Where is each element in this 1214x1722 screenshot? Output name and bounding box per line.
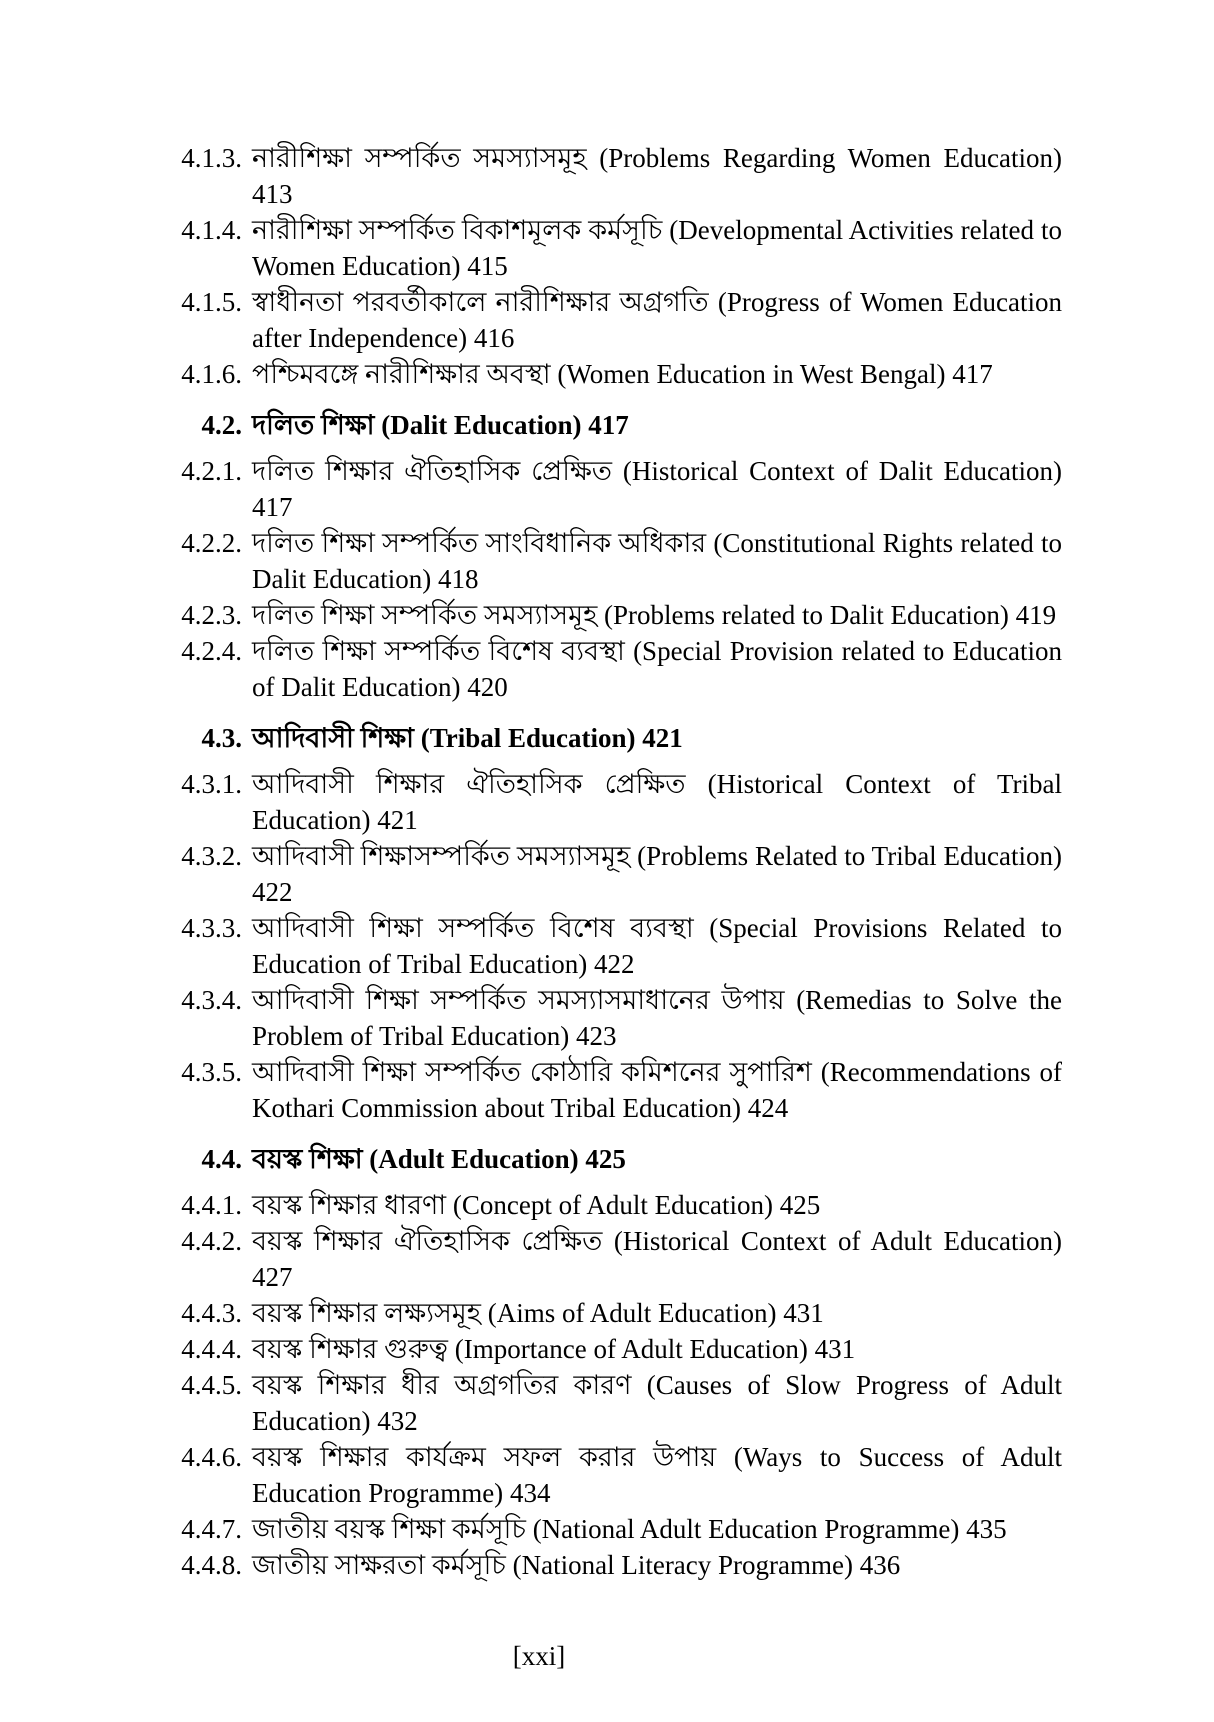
entry-number: 4.4.4. bbox=[181, 1334, 242, 1364]
toc-entry bbox=[170, 1439, 1062, 1511]
entry-page-number: 417 bbox=[952, 359, 993, 389]
entry-title-english: (Women Education in West Bengal) bbox=[557, 359, 946, 389]
entry-title-english: (Constitutional Rights related to Dalit Education) bbox=[252, 528, 1062, 594]
entry-number: 4.1.4. bbox=[181, 215, 242, 245]
entry-title-bengali: দলিত শিক্ষার ঐতিহাসিক প্রেক্ষিত bbox=[252, 456, 613, 486]
entry-title-english: (Causes of Slow Progress of Adult Education) bbox=[252, 1370, 1062, 1436]
entry-title-english: (National Literacy Programme) bbox=[512, 1550, 853, 1580]
entry-title-english: (Importance of Adult Education) bbox=[454, 1334, 808, 1364]
entry-number: 4.1.5. bbox=[181, 287, 242, 317]
toc-entry bbox=[170, 1054, 1062, 1126]
entry-number: 4.4.5. bbox=[181, 1370, 242, 1400]
entry-title-bengali: আদিবাসী শিক্ষা bbox=[252, 723, 414, 753]
entry-page-number: 417 bbox=[252, 492, 293, 522]
entry-number: 4.2.4. bbox=[181, 636, 242, 666]
entry-page-number: 424 bbox=[747, 1093, 789, 1123]
toc-entry bbox=[170, 1511, 1062, 1547]
entry-page-number: 421 bbox=[642, 723, 683, 753]
entry-number: 4.3. bbox=[201, 723, 242, 753]
page-number-footer: [xxi] bbox=[512, 1641, 566, 1671]
entry-number: 4.2.2. bbox=[181, 528, 242, 558]
entry-number: 4.4.3. bbox=[181, 1298, 242, 1328]
toc-entry bbox=[170, 910, 1062, 982]
entry-title-english: (Progress of Women Education after Independence) bbox=[252, 287, 1063, 353]
toc-entry bbox=[170, 525, 1062, 597]
toc-entry bbox=[170, 766, 1062, 838]
entry-page-number: 422 bbox=[252, 877, 293, 907]
entry-title-bengali: জাতীয় বয়স্ক শিক্ষা কর্মসূচি bbox=[252, 1514, 526, 1544]
entry-title-english: (Special Provisions Related to Education of Tribal Education) bbox=[252, 913, 1063, 979]
toc-entry bbox=[170, 1367, 1062, 1439]
entry-title-bengali: দলিত শিক্ষা সম্পর্কিত সাংবিধানিক অধিকার bbox=[252, 528, 707, 558]
toc-entry bbox=[170, 1547, 1062, 1583]
entry-title-bengali: আদিবাসী শিক্ষা সম্পর্কিত সমস্যাসমাধানের উপায় bbox=[252, 985, 785, 1015]
entry-title-bengali: বয়স্ক শিক্ষা bbox=[252, 1144, 363, 1174]
toc-entry bbox=[170, 1223, 1062, 1295]
toc-entry bbox=[170, 1331, 1062, 1367]
toc-entry bbox=[170, 1295, 1062, 1331]
entry-page-number: 431 bbox=[814, 1334, 856, 1364]
toc-entry bbox=[170, 356, 1062, 392]
toc-section-header bbox=[170, 720, 1062, 756]
entry-title-english: (Historical Context of Tribal Education) bbox=[252, 769, 1063, 835]
entry-title-bengali: বয়স্ক শিক্ষার ধীর অগ্রগতির কারণ bbox=[252, 1370, 632, 1400]
entry-page-number: 425 bbox=[779, 1190, 821, 1220]
toc-entry bbox=[170, 1187, 1062, 1223]
entry-title-bengali: দলিত শিক্ষা সম্পর্কিত সমস্যাসমূহ bbox=[252, 600, 598, 630]
entry-title-bengali: জাতীয় সাক্ষরতা কর্মসূচি bbox=[252, 1550, 506, 1580]
toc-entry bbox=[170, 284, 1062, 356]
entry-title-bengali: পশ্চিমবঙ্গে নারীশিক্ষার অবস্থা bbox=[252, 359, 551, 389]
entry-title-bengali: বয়স্ক শিক্ষার ধারণা bbox=[252, 1190, 447, 1220]
toc-list bbox=[170, 140, 1062, 1583]
entry-page-number: 418 bbox=[437, 564, 479, 594]
entry-page-number: 427 bbox=[252, 1262, 293, 1292]
entry-page-number: 413 bbox=[252, 179, 293, 209]
entry-title-bengali: নারীশিক্ষা সম্পর্কিত সমস্যাসমূহ bbox=[252, 143, 587, 173]
entry-number: 4.4.6. bbox=[181, 1442, 242, 1472]
entry-number: 4.3.5. bbox=[181, 1057, 242, 1087]
entry-title-english: (Remedias to Solve the Problem of Tribal Education) bbox=[252, 985, 1063, 1051]
entry-title-english: (Developmental Activities related to Women Education) bbox=[252, 215, 1062, 281]
toc-section-header bbox=[170, 1141, 1062, 1177]
entry-number: 4.4.8. bbox=[181, 1550, 242, 1580]
entry-title-english: (Historical Context of Dalit Education) bbox=[622, 456, 1063, 486]
entry-number: 4.3.3. bbox=[181, 913, 242, 943]
entry-title-english: (Problems Related to Tribal Education) bbox=[637, 841, 1062, 871]
entry-title-bengali: আদিবাসী শিক্ষার ঐতিহাসিক প্রেক্ষিত bbox=[252, 769, 686, 799]
entry-number: 4.1.3. bbox=[181, 143, 242, 173]
entry-page-number: 415 bbox=[467, 251, 508, 281]
toc-section-header bbox=[170, 407, 1062, 443]
entry-number: 4.3.4. bbox=[181, 985, 242, 1015]
entry-title-bengali: বয়স্ক শিক্ষার গুরুত্ব bbox=[252, 1334, 449, 1364]
entry-number: 4.3.1. bbox=[181, 769, 242, 799]
entry-page-number: 434 bbox=[509, 1478, 551, 1508]
toc-entry bbox=[170, 838, 1062, 910]
entry-page-number: 432 bbox=[377, 1406, 418, 1436]
entry-title-bengali: দলিত শিক্ষা সম্পর্কিত বিশেষ ব্যবস্থা bbox=[252, 636, 625, 666]
entry-number: 4.1.6. bbox=[181, 359, 242, 389]
entry-page-number: 435 bbox=[966, 1514, 1007, 1544]
entry-number: 4.2. bbox=[201, 410, 242, 440]
entry-title-bengali: বয়স্ক শিক্ষার কার্যক্রম সফল করার উপায় bbox=[252, 1442, 717, 1472]
entry-number: 4.3.2. bbox=[181, 841, 242, 871]
entry-title-bengali: আদিবাসী শিক্ষা সম্পর্কিত বিশেষ ব্যবস্থা bbox=[252, 913, 694, 943]
entry-number: 4.2.1. bbox=[181, 456, 242, 486]
entry-title-bengali: দলিত শিক্ষা bbox=[252, 410, 375, 440]
entry-page-number: 422 bbox=[593, 949, 635, 979]
entry-title-english: (Problems Regarding Women Education) bbox=[599, 143, 1062, 173]
entry-number: 4.4.2. bbox=[181, 1226, 242, 1256]
toc-entry bbox=[170, 633, 1062, 705]
entry-page-number: 436 bbox=[859, 1550, 901, 1580]
entry-number: 4.4.1. bbox=[181, 1190, 242, 1220]
entry-title-english: (Concept of Adult Education) bbox=[452, 1190, 774, 1220]
entry-title-english: (Problems related to Dalit Education) bbox=[604, 600, 1009, 630]
entry-title-english: (Recommendations of Kothari Commission about Tribal Education) bbox=[252, 1057, 1062, 1123]
entry-title-bengali: বয়স্ক শিক্ষার লক্ষ্যসমূহ bbox=[252, 1298, 481, 1328]
entry-title-english: (Ways to Success of Adult Education Programme) bbox=[252, 1442, 1063, 1508]
entry-title-bengali: আদিবাসী শিক্ষাসম্পর্কিত সমস্যাসমূহ bbox=[252, 841, 631, 871]
entry-title-bengali: স্বাধীনতা পরবর্তীকালে নারীশিক্ষার অগ্রগতি bbox=[252, 287, 709, 317]
entry-page-number: 417 bbox=[588, 410, 629, 440]
entry-title-english: (Tribal Education) bbox=[420, 723, 636, 753]
entry-page-number: 420 bbox=[467, 672, 508, 702]
entry-title-english: (Aims of Adult Education) bbox=[487, 1298, 777, 1328]
entry-title-bengali: আদিবাসী শিক্ষা সম্পর্কিত কোঠারি কমিশনের সুপারিশ bbox=[252, 1057, 812, 1087]
entry-number: 4.2.3. bbox=[181, 600, 242, 630]
toc-entry bbox=[170, 982, 1062, 1054]
entry-title-bengali: নারীশিক্ষা সম্পর্কিত বিকাশমূলক কর্মসূচি bbox=[252, 215, 663, 245]
entry-page-number: 431 bbox=[783, 1298, 824, 1328]
toc-entry bbox=[170, 453, 1062, 525]
toc-entry bbox=[170, 140, 1062, 212]
entry-title-english: (National Adult Education Programme) bbox=[532, 1514, 960, 1544]
entry-page-number: 421 bbox=[377, 805, 418, 835]
entry-title-english: (Historical Context of Adult Education) bbox=[613, 1226, 1063, 1256]
entry-page-number: 419 bbox=[1015, 600, 1057, 630]
entry-title-english: (Special Provision related to Education of Dalit Education) bbox=[252, 636, 1063, 702]
entry-title-english: (Adult Education) bbox=[369, 1144, 579, 1174]
entry-title-english: (Dalit Education) bbox=[381, 410, 582, 440]
toc-entry bbox=[170, 212, 1062, 284]
entry-number: 4.4. bbox=[201, 1144, 242, 1174]
entry-page-number: 416 bbox=[473, 323, 515, 353]
toc-entry bbox=[170, 597, 1062, 633]
entry-page-number: 423 bbox=[575, 1021, 617, 1051]
entry-title-bengali: বয়স্ক শিক্ষার ঐতিহাসিক প্রেক্ষিত bbox=[252, 1226, 603, 1256]
entry-page-number: 425 bbox=[585, 1144, 626, 1174]
entry-number: 4.4.7. bbox=[181, 1514, 242, 1544]
